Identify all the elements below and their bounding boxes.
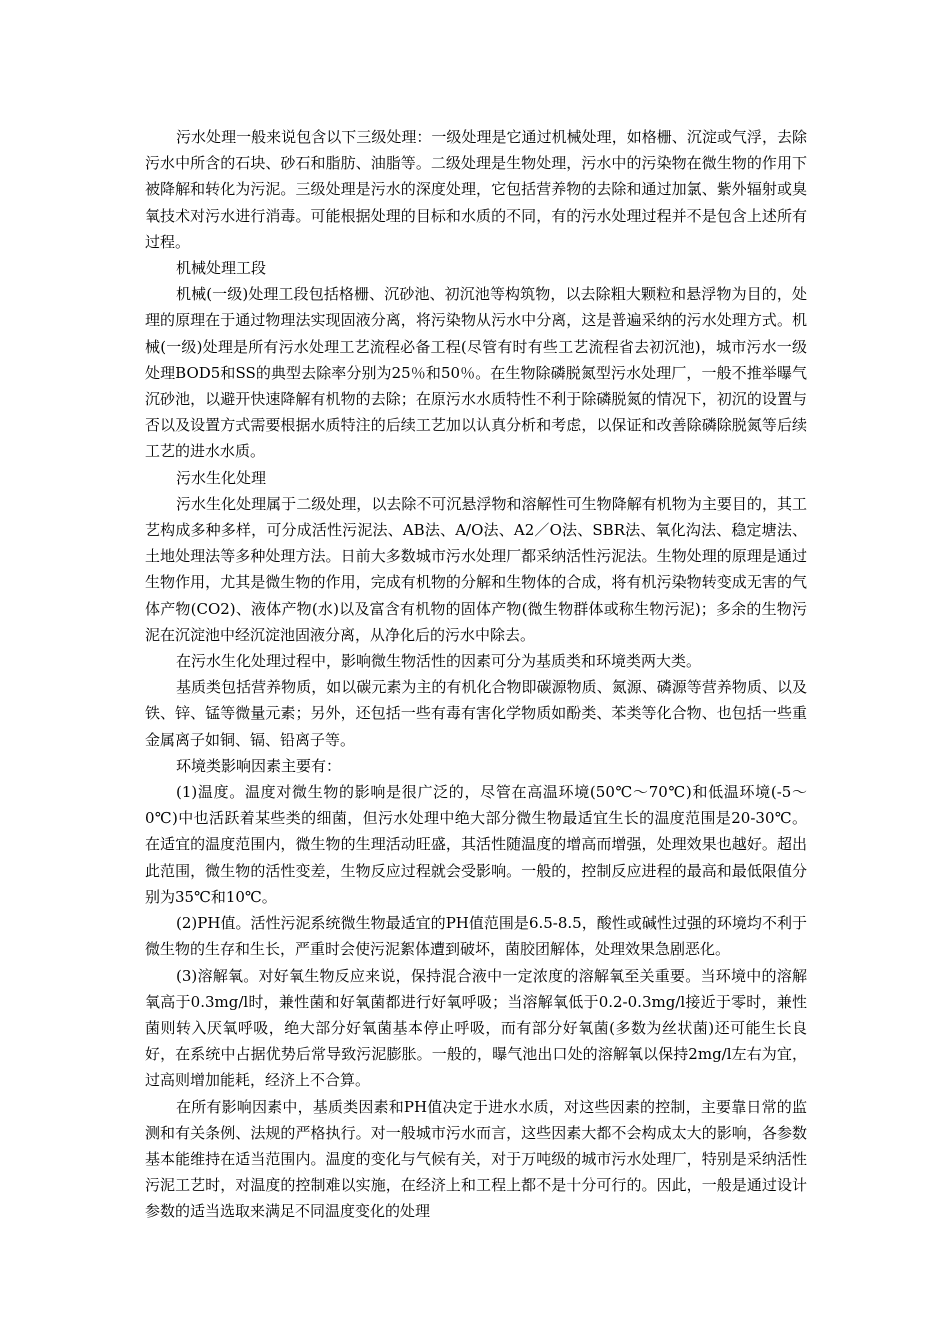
temperature-paragraph: (1)温度。温度对微生物的影响是很广泛的，尽管在高温环境(50℃～70℃)和低温环境(-5～0℃)中也活跃着某些类的细菌，但污水处理中绝大部分微生物最适宜生长的温度范围是20-30℃。在适宜的温度范围内，微生物的生理活动旺盛，其活性随温度的增高而增强，处理效果也越好。超出此范围，微生物的活性变差，生物反应过程就会受影响。一般的，控制反应进程的最高和最低限值分别为35℃和10℃。 xyxy=(145,783,807,906)
intro-paragraph: 污水处理一般来说包含以下三级处理：一级处理是它通过机械处理，如格栅、沉淀或气浮，去除污水中所含的石块、砂石和脂肪、油脂等。二级处理是生物处理，污水中的污染物在微生物的作用下被降解和转化为污泥。三级处理是污水的深度处理，它包括营养物的去除和通过加氯、紫外辐射或臭氧技术对污水进行消毒。可能根据处理的目标和水质的不同，有的污水处理过程并不是包含上述所有过程。 xyxy=(145,128,807,251)
environment-intro-paragraph: 环境类影响因素主要有： xyxy=(176,756,342,775)
biochemical-paragraph: 污水生化处理属于二级处理，以去除不可沉悬浮物和溶解性可生物降解有机物为主要目的，其工艺构成多种多样，可分成活性污泥法、AB法、A/O法、A2／O法、SBR法、氧化沟法、稳定塘法、土地处理法等多种处理方法。日前大多数城市污水处理厂都采纳活性污泥法。生物处理的原理是通过生物作用，尤其是微生物的作用，完成有机物的分解和生物体的合成，将有机污染物转变成无害的气体产物(CO2)、液体产物(水)以及富含有机物的固体产物(微生物群体或称生物污泥)；多余的生物污泥在沉淀池中经沉淀池固液分离，从净化后的污水中除去。 xyxy=(145,494,807,644)
mechanical-paragraph: 机械(一级)处理工段包括格栅、沉砂池、初沉池等构筑物，以去除粗大颗粒和悬浮物为目的，处理的原理在于通过物理法实现固液分离，将污染物从污水中分离，这是普遍采纳的污水处理方式。机械(一级)处理是所有污水处理工艺流程必备工程(尽管有时有些工艺流程省去初沉池)，城市污水一级处理BOD5和SS的典型去除率分别为25％和50％。在生物除磷脱氮型污水处理厂，一般不推举曝气沉砂池，以避开快速降解有机物的去除；在原污水水质特性不利于除磷脱氮的情况下，初沉的设置与否以及设置方式需要根据水质特注的后续工艺加以认真分析和考虑，以保证和改善除磷除脱氮等后续工艺的进水水质。 xyxy=(145,285,807,461)
factors-paragraph: 在污水生化处理过程中，影响微生物活性的因素可分为基质类和环境类两大类。 xyxy=(176,652,702,671)
section-heading-mechanical: 机械处理工段 xyxy=(176,259,267,278)
document-page xyxy=(145,124,807,1225)
section-heading-biochemical: 污水生化处理 xyxy=(176,468,267,487)
ph-paragraph: (2)PH值。活性污泥系统微生物最适宜的PH值范围是6.5-8.5，酸性或碱性过强的环境均不利于微生物的生存和生长，严重时会使污泥絮体遭到破坏，菌胶团解体，处理效果急剧恶化。 xyxy=(145,914,807,959)
summary-paragraph: 在所有影响因素中，基质类因素和PH值决定于进水水质，对这些因素的控制，主要靠日常的监测和有关条例、法规的严格执行。对一般城市污水而言，这些因素大都不会构成太大的影响，各参数基本能维持在适当范围内。温度的变化与气候有关，对于万吨级的城市污水处理厂，特别是采纳活性污泥工艺时，对温度的控制难以实施，在经济上和工程上都不是十分可行的。因此，一般是通过设计参数的适当选取来满足不同温度变化的处理 xyxy=(145,1097,807,1221)
dissolved-oxygen-paragraph: (3)溶解氧。对好氧生物反应来说，保持混合液中一定浓度的溶解氧至关重要。当环境中的溶解氧高于0.3mg/l时，兼性菌和好氧菌都进行好氧呼吸；当溶解氧低于0.2-0.3mg/l接近于零时，兼性菌则转入厌氧呼吸，绝大部分好氧菌基本停止呼吸，而有部分好氧菌(多数为丝状菌)还可能生长良好，在系统中占据优势后常导致污泥膨胀。一般的，曝气池出口处的溶解氧以保持2mg/l左右为宜，过高则增加能耗，经济上不合算。 xyxy=(145,966,807,1090)
substrate-paragraph: 基质类包括营养物质，如以碳元素为主的有机化合物即碳源物质、氮源、磷源等营养物质、以及铁、锌、锰等微量元素；另外，还包括一些有毒有害化学物质如酚类、苯类等化合物、也包括一些重金属离子如铜、镉、铅离子等。 xyxy=(145,678,807,749)
